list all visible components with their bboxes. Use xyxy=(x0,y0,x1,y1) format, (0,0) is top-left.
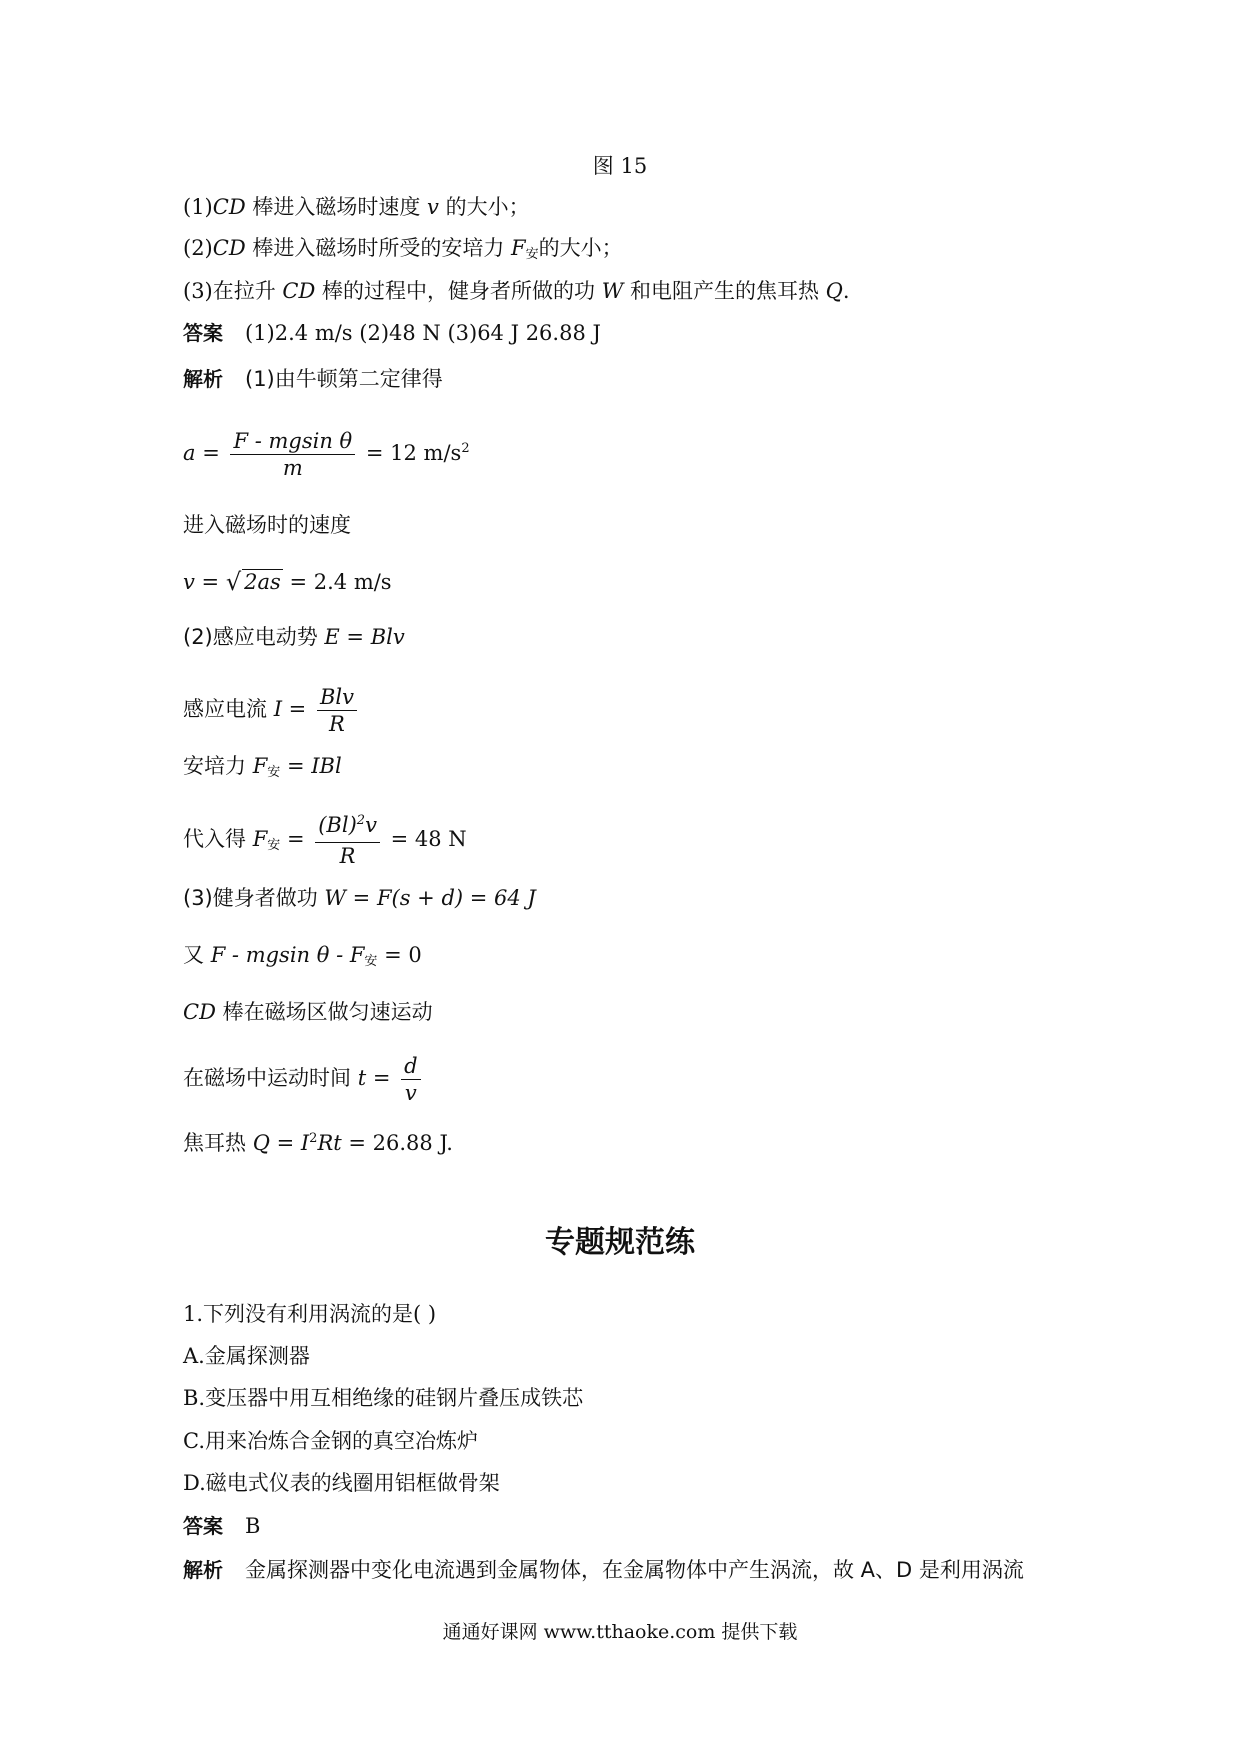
formula-current: 感应电流 I = $\frac{\text{Blv}}{R}$ xyxy=(183,684,361,737)
analysis-2: 解析 金属探测器中变化电流遇到金属物体，在金属物体中产生涡流，故 A、D 是利用涡流 xyxy=(183,1558,1024,1582)
answer-2: 答案 B xyxy=(183,1514,261,1538)
footer-text: 通通好课网 www.tthaoke.com 提供下载 xyxy=(442,1621,798,1643)
option-a: A.金属探测器 xyxy=(183,1344,310,1368)
uniform-motion-text: CD 棒在磁场区做匀速运动 xyxy=(183,1000,433,1024)
analysis-label: 解析 xyxy=(183,367,223,391)
formula-balance: 又 F - mgsin θ - F安 = 0 xyxy=(183,943,422,969)
formula-ampere: 安培力 F安 = IBl xyxy=(183,754,342,780)
option-d: D.磁电式仪表的线圈用铝框做骨架 xyxy=(183,1471,500,1495)
speed-text: 进入磁场时的速度 xyxy=(183,513,351,537)
option-b: B.变压器中用互相绝缘的硅钢片叠压成铁芯 xyxy=(183,1386,584,1410)
formula-substitution: 代入得 F安 = $\frac{(Bl)^2v}{R}$ = 48 N xyxy=(183,813,467,868)
analysis-1-intro: 解析 (1)由牛顿第二定律得 xyxy=(183,367,443,391)
formula-acceleration: a = $\frac{\text{F - mgsin θ}}{m}$ = 12 $m/s^2$ xyxy=(183,429,470,480)
formula-emf: (2)感应电动势 E = Blv xyxy=(183,625,405,649)
section-title: 专题规范练 xyxy=(545,1225,695,1260)
formula-heat: 焦耳热 $Q = I^2Rt = 26.88$ J. xyxy=(183,1131,453,1155)
answer-1: 答案 (1)2.4 m/s (2)48 N (3)64 J 26.88 J xyxy=(183,321,601,345)
option-c: C.用来冶炼合金钢的真空冶炼炉 xyxy=(183,1429,478,1453)
formula-speed: v = √ 2as = 2.4 m/s xyxy=(183,568,392,596)
answer-label: 答案 xyxy=(183,321,223,345)
question-3: (3)在拉升 CD 棒的过程中，健身者所做的功 W 和电阻产生的焦耳热 Q. xyxy=(183,279,850,303)
formula-time: 在磁场中运动时间 t = $\frac{d}{v}$ xyxy=(183,1053,425,1106)
figure-caption: 图 15 xyxy=(592,154,648,178)
problem-1-stem: 1.下列没有利用涡流的是( ) xyxy=(183,1302,437,1326)
question-1: (1)CD 棒进入磁场时速度 v 的大小； xyxy=(183,195,530,219)
formula-work: (3)健身者做功 W = F(s + d) = 64 J xyxy=(183,886,536,910)
analysis-label: 解析 xyxy=(183,1558,223,1582)
question-2: (2)CD 棒进入磁场时所受的安培力 F安的大小； xyxy=(183,236,623,262)
answer-label: 答案 xyxy=(183,1514,223,1538)
